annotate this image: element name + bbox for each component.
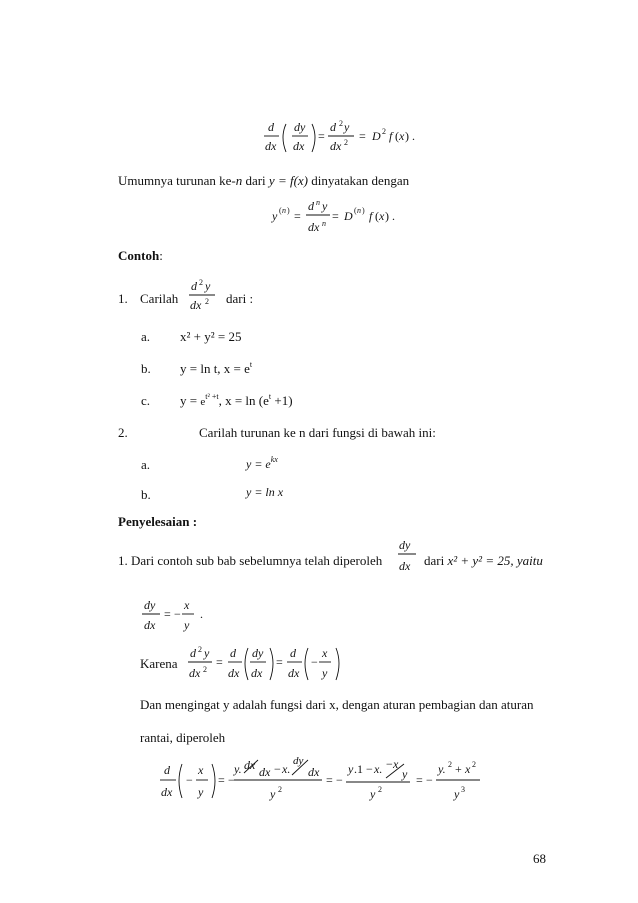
svg-text:dx: dx (244, 758, 256, 772)
svg-text:2: 2 (199, 278, 203, 287)
svg-text:=: = (276, 655, 283, 669)
second-derivative-equation (262, 118, 442, 162)
svg-text:y: y (204, 646, 210, 660)
svg-text:2: 2 (203, 665, 207, 674)
intro-yfx: y = f(x) (268, 173, 309, 188)
sub-c-label: c. (141, 393, 151, 408)
svg-text:2: 2 (382, 127, 386, 136)
item1-text: Carilah (140, 291, 179, 306)
svg-text:y: y (402, 767, 408, 781)
svg-text:dx: dx (288, 666, 300, 680)
sub-c-eq-pre: y = (180, 393, 198, 408)
sub2-a-eq-text: y = e (246, 457, 271, 471)
svg-text:y.: y. (438, 762, 446, 776)
svg-text:3: 3 (461, 785, 465, 794)
intro-prefix: Umumnya turunan ke- (118, 173, 236, 188)
contoh-label: Contoh (118, 248, 160, 263)
svg-text:) .: ) . (385, 209, 395, 223)
svg-text:dx: dx (293, 139, 305, 153)
item1-tail: dari : (226, 291, 254, 306)
contoh-heading (118, 248, 163, 264)
svg-text:x: x (465, 762, 471, 776)
item1-fraction-svg (187, 277, 219, 317)
sub-c-eq-end: +1) (271, 393, 293, 408)
svg-text:dx: dx (308, 765, 320, 779)
svg-text:2: 2 (339, 119, 343, 128)
svg-text:n: n (282, 206, 286, 215)
sub-a-equation (180, 329, 241, 345)
svg-text:+: + (455, 762, 462, 776)
svg-text:x.: x. (374, 762, 383, 776)
svg-text:2: 2 (448, 760, 452, 769)
svg-text:y: y (184, 618, 190, 632)
sub-c-equation (180, 393, 293, 409)
svg-text:d: d (330, 120, 336, 134)
svg-text:−: − (186, 773, 193, 787)
second-derivative-equation-svg (262, 118, 442, 158)
svg-text:x: x (198, 763, 204, 777)
sol1-tail (424, 553, 543, 569)
svg-text:dx: dx (228, 666, 240, 680)
svg-text:(: ( (395, 129, 399, 143)
svg-text:n: n (322, 219, 326, 228)
svg-text:−: − (366, 762, 373, 776)
quotient-rule-equation-svg (158, 754, 498, 804)
dydx-result-equation-svg (140, 596, 220, 636)
intro-n: n (235, 173, 243, 188)
svg-text:f: f (389, 129, 393, 143)
svg-text:x: x (393, 757, 399, 771)
svg-text:): ) (362, 206, 365, 215)
svg-text:y: y (348, 762, 354, 776)
svg-text:y: y (322, 666, 328, 680)
penyelesaian-heading: Penyelesaian : (118, 514, 198, 529)
svg-text:.1: .1 (354, 762, 363, 776)
item1-number: 1. (118, 291, 128, 306)
svg-text:−: − (174, 607, 181, 621)
svg-text:dx: dx (251, 666, 263, 680)
item1-fraction (187, 277, 219, 321)
svg-text:y.: y. (234, 762, 242, 776)
svg-text:n: n (357, 206, 361, 215)
svg-text:=: = (216, 655, 223, 669)
svg-text:d: d (164, 763, 170, 777)
svg-text:d: d (191, 279, 197, 293)
sub-c-eq-post-sup: t (268, 392, 272, 401)
quotient-rule-equation (158, 754, 498, 808)
sub2-b-equation: y = ln x (246, 485, 284, 499)
sub-c-eq-sup: t² +t (205, 392, 219, 401)
dydx-result-equation (140, 596, 220, 640)
svg-text:=: = (218, 773, 225, 787)
svg-text:d: d (230, 646, 236, 660)
svg-text:2: 2 (344, 138, 348, 147)
page-number: 68 (533, 851, 546, 866)
svg-text:(: ( (354, 206, 357, 215)
svg-text:−: − (426, 773, 433, 787)
svg-text:dy: dy (399, 538, 411, 552)
svg-text:x: x (184, 598, 190, 612)
svg-text:2: 2 (278, 785, 282, 794)
sub-b-eq-text: y = ln t, x = e (180, 361, 250, 376)
svg-text:y: y (370, 787, 376, 801)
svg-text:y: y (272, 209, 278, 223)
item2-number: 2. (118, 425, 128, 440)
dan-line-1: Dan mengingat y adalah fungsi dari x, dengan aturan pembagian dan aturan (140, 697, 534, 712)
sub-b-label: b. (141, 361, 151, 376)
svg-text:2: 2 (378, 785, 382, 794)
svg-text:.: . (200, 607, 203, 621)
svg-text:=: = (359, 129, 366, 143)
sub-c-eq-e: e (200, 396, 206, 408)
svg-text:−: − (386, 757, 393, 771)
sub2-a-equation (246, 457, 278, 472)
sub2-a-eq-sup: kx (270, 455, 278, 464)
svg-text:dx: dx (190, 298, 202, 312)
svg-text:n: n (316, 198, 320, 207)
svg-text:dy: dy (294, 120, 306, 134)
svg-text:y: y (454, 787, 460, 801)
sub-b-eq-sup: t (249, 360, 253, 369)
svg-text:y: y (270, 787, 276, 801)
svg-text:−: − (336, 773, 343, 787)
svg-text:2: 2 (198, 645, 202, 654)
svg-text:D: D (344, 209, 353, 223)
sub-c-eq-post: , x = ln (e (218, 393, 269, 408)
svg-text:x: x (322, 646, 328, 660)
svg-text:dx: dx (144, 618, 156, 632)
svg-text:d: d (308, 199, 314, 213)
sol1-fraction-svg (396, 535, 420, 577)
svg-text:x.: x. (282, 762, 291, 776)
sol1-fraction (396, 535, 420, 581)
svg-text:x: x (399, 129, 405, 143)
svg-text:=: = (416, 773, 423, 787)
svg-text:−: − (311, 655, 318, 669)
svg-text:y: y (322, 199, 328, 213)
sub-b-equation (180, 361, 252, 377)
svg-text:dy: dy (252, 646, 264, 660)
intro-end: dinyatakan dengan (308, 173, 410, 188)
karena-label: Karena (140, 656, 178, 671)
svg-text:2: 2 (472, 760, 476, 769)
svg-text:y: y (205, 279, 211, 293)
svg-text:−: − (228, 773, 235, 787)
svg-text:dx: dx (189, 666, 201, 680)
nth-derivative-equation-svg (268, 196, 418, 238)
svg-text:d: d (290, 646, 296, 660)
intro-dari: dari (242, 173, 269, 188)
svg-text:dx: dx (308, 220, 320, 234)
svg-text:y: y (198, 785, 204, 799)
svg-text:dx: dx (259, 765, 271, 779)
svg-text:(: ( (279, 206, 282, 215)
nth-derivative-equation (268, 196, 418, 242)
contoh-colon: : (159, 248, 163, 263)
svg-text:f: f (369, 209, 373, 223)
dan-line-2: rantai, diperoleh (140, 730, 226, 745)
svg-text:=: = (332, 209, 339, 223)
svg-text:y: y (344, 120, 350, 134)
sub-a-eq-text: x² + y² = 25 (180, 329, 242, 344)
svg-text:) .: ) . (405, 129, 415, 143)
svg-text:−: − (274, 762, 281, 776)
svg-text:=: = (318, 129, 325, 143)
svg-text:dx: dx (330, 139, 342, 153)
svg-text:d: d (268, 120, 274, 134)
svg-text:dx: dx (161, 785, 173, 799)
svg-text:=: = (326, 773, 333, 787)
sub2-a-label: a. (141, 457, 151, 472)
svg-text:=: = (164, 607, 171, 621)
svg-text:x: x (379, 209, 385, 223)
karena-equation-svg (186, 644, 346, 686)
item2-text: Carilah turunan ke n dari fungsi di bawah ini: (199, 425, 436, 440)
svg-text:=: = (294, 209, 301, 223)
svg-text:dy: dy (144, 598, 156, 612)
sol1-tail-dari: dari (424, 553, 445, 568)
sub2-b-label: b. (141, 487, 151, 502)
svg-text:dx: dx (265, 139, 277, 153)
svg-text:dy: dy (293, 755, 304, 767)
svg-text:dx: dx (399, 559, 411, 573)
intro-text (118, 173, 409, 189)
sub-a-label: a. (141, 329, 151, 344)
svg-text:D: D (372, 129, 381, 143)
sol1-tail-eq: x² + y² = 25, yaitu (447, 553, 543, 568)
svg-text:(: ( (375, 209, 379, 223)
svg-text:d: d (190, 646, 196, 660)
sol1-text: 1. Dari contoh sub bab sebelumnya telah diperoleh (118, 553, 383, 568)
karena-equation (186, 644, 346, 690)
svg-text:): ) (287, 206, 290, 215)
svg-text:2: 2 (205, 297, 209, 306)
